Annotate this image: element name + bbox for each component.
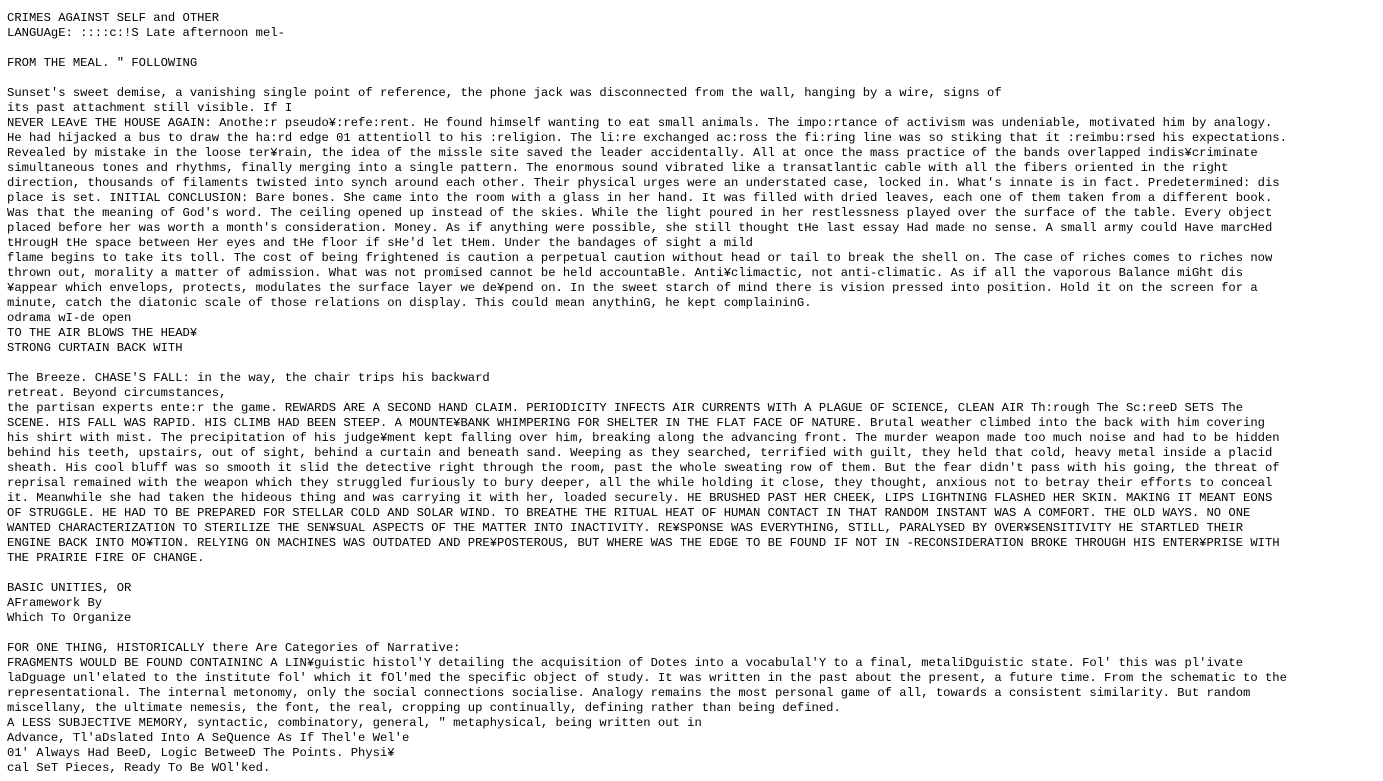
text-line: cal SeT Pieces, Ready To Be WOl'ked. — [7, 761, 271, 775]
text-line: laDguage unl'elated to the institute fol' which it fOl'med the specific object of study. It was written in the past about the present, a future time. From the schematic to the — [7, 671, 1287, 685]
text-line: WANTED CHARACTERIZATION TO STERILIZE THE SEN¥SUAL ASPECTS OF THE MATTER INTO INACTIVITY. RE¥SPONSE WAS EVERYTHING, STILL, PARALYSED BY OVER¥SENSITIVITY HE STARTLED THEIR — [7, 521, 1244, 535]
text-line: reprisal remained with the weapon which they struggled furiously to bury deeper, all the while holding it close, they thought, anxious not to betray their efforts to conceal — [7, 476, 1273, 490]
text-line: it. Meanwhile she had taken the hideous thing and was carrying it with her, loaded securely. HE BRUSHED PAST HER CHEEK, LIPS LIGHTNING FLASHED HER SKIN. MAKING IT MEANT EONS — [7, 491, 1273, 505]
text-line: TO THE AIR BLOWS THE HEAD¥ — [7, 326, 198, 340]
text-line: Was that the meaning of God's word. The ceiling opened up instead of the skies. While the light poured in her restlessness played over the surface of the table. Every object — [7, 206, 1273, 220]
text-line: ¥appear which envelops, protects, modulates the surface layer we de¥pend on. In the sweet starch of mind there is vision pressed into position. Hold it on the screen for a — [7, 281, 1258, 295]
text-line: odrama wI-de open — [7, 311, 132, 325]
text-line: thrown out, morality a matter of admission. What was not promised cannot be held accountaBle. Anti¥climactic, not anti-climatic. As if all the vaporous Balance miGht dis — [7, 266, 1244, 280]
text-line: A LESS SUBJECTIVE MEMORY, syntactic, combinatory, general, " metaphysical, being written out in — [7, 716, 702, 730]
blank-line — [7, 71, 1379, 86]
text-line: behind his teeth, upstairs, out of sight, behind a curtain and beneath sand. Weeping as they searched, terrified with guilt, they held that cold, heavy metal inside a placid — [7, 446, 1273, 460]
text-line: SCENE. HIS FALL WAS RAPID. HIS CLIMB HAD BEEN STEEP. A MOUNTE¥BANK WHIMPERING FOR SHELTER IN THE FLAT FACE OF NATURE. Brutal weather climbed into the back with him covering — [7, 416, 1265, 430]
text-line: place is set. INITIAL CONCLUSION: Bare bones. She came into the room with a glass in her hand. It was filled with dried leaves, each one of them taken from a different book. — [7, 191, 1273, 205]
text-line: Advance, Tl'aDslated Into A SeQuence As If Thel'e Wel'e — [7, 731, 410, 745]
blank-line — [7, 566, 1379, 581]
text-line: BASIC UNITIES, OR — [7, 581, 132, 595]
text-line: The Breeze. CHASE'S FALL: in the way, the chair trips his backward — [7, 371, 490, 385]
text-line: simultaneous tones and rhythms, finally merging into a single pattern. The enormous sound vibrated like a transatlantic cable with all the fibers oriented in the right — [7, 161, 1229, 175]
text-line: miscellany, the ultimate nemesis, the font, the real, cropping up continually, defining rather than being defined. — [7, 701, 841, 715]
text-line: CRIMES AGAINST SELF and OTHER — [7, 11, 220, 25]
text-line: Revealed by mistake in the loose ter¥rain, the idea of the missle site saved the leader accidentally. All at once the mass practice of the bands overlapped indis¥criminate — [7, 146, 1258, 160]
text-line: He had hijacked a bus to draw the ha:rd edge 01 attentioll to his :religion. The li:re exchanged ac:ross the fi:ring line was so stiking that it :reimbu:rsed his expectations. — [7, 131, 1287, 145]
text-line: 01' Always Had BeeD, Logic BetweeD The Points. Physi¥ — [7, 746, 395, 760]
blank-line — [7, 356, 1379, 371]
text-line: the partisan experts ente:r the game. REWARDS ARE A SECOND HAND CLAIM. PERIODICITY INFECTS AIR CURRENTS WITh A PLAGUE OF SCIENCE, CLEAN AIR Th:rough The Sc:reeD SETS The — [7, 401, 1244, 415]
text-line: minute, catch the diatonic scale of those relations on display. This could mean anythinG, he kept complaininG. — [7, 296, 812, 310]
text-line: OF STRUGGLE. HE HAD TO BE PREPARED FOR STELLAR COLD AND SOLAR WIND. TO BREATHE THE RITUAL HEAT OF HUMAN CONTACT IN THAT RANDOM INSTANT WAS A COMFORT. THE OLD WAYS. NO ONE — [7, 506, 1251, 520]
text-line: AFramework By — [7, 596, 103, 610]
text-line: LANGUAgE: ::::c:!S Late afternoon mel- — [7, 26, 285, 40]
text-line: flame begins to take its toll. The cost of being frightened is caution a perpetual caution without head or tail to break the shell on. The case of riches comes to riches now — [7, 251, 1273, 265]
text-line: his shirt with mist. The precipitation of his judge¥ment kept falling over him, breaking along the advancing front. The murder weapon made too much noise and had to be hidden — [7, 431, 1280, 445]
text-line: STRONG CURTAIN BACK WITH — [7, 341, 183, 355]
text-line: FOR ONE THING, HISTORICALLY there Are Categories of Narrative: — [7, 641, 461, 655]
document-text — [7, 11, 1379, 781]
text-line: representational. The internal metonomy, only the social connections socialise. Analogy remains the most personal game of all, towards a consistent similarity. But random — [7, 686, 1251, 700]
text-line: ENGINE BACK INTO MO¥TION. RELYING ON MACHINES WAS OUTDATED AND PRE¥POSTEROUS, BUT WHERE WAS THE EDGE TO BE FOUND IF NOT IN -RECONSIDERATION BROKE THROUGH HIS ENTER¥PRISE WITH — [7, 536, 1280, 550]
text-line: tHrougH tHe space between Her eyes and tHe floor if sHe'd let tHem. Under the bandages of sight a mild — [7, 236, 753, 250]
text-line: direction, thousands of filaments twisted into synch around each other. Their physical urges were an understated case, locked in. What's innate is in fact. Predetermined: dis — [7, 176, 1280, 190]
blank-line — [7, 41, 1379, 56]
text-line: sheath. His cool bluff was so smooth it slid the detective right through the room, past the whole sweating row of them. But the fear didn't pass with his going, the threat of — [7, 461, 1280, 475]
text-line: retreat. Beyond circumstances, — [7, 386, 227, 400]
text-line: its past attachment still visible. If I — [7, 101, 293, 115]
text-line: Sunset's sweet demise, a vanishing single point of reference, the phone jack was disconnected from the wall, hanging by a wire, signs of — [7, 86, 1002, 100]
text-line: Which To Organize — [7, 611, 132, 625]
text-line: THE PRAIRIE FIRE OF CHANGE. — [7, 551, 205, 565]
text-line: placed before her was worth a month's consideration. Money. As if anything were possible, she still thought tHe last essay Had made no sense. A small army could Have marcHed — [7, 221, 1273, 235]
blank-line — [7, 626, 1379, 641]
text-line: NEVER LEAvE THE HOUSE AGAIN: Anothe:r pseudo¥:refe:rent. He found himself wanting to eat small animals. The impo:rtance of activism was undeniable, motivated him by analogy. — [7, 116, 1273, 130]
text-line: FRAGMENTS WOULD BE FOUND CONTAININC A LIN¥guistic histol'Y detailing the acquisition of Dotes into a vocabulal'Y to a final, metaliDguistic state. Fol' this was pl'ivate — [7, 656, 1244, 670]
text-line: FROM THE MEAL. " FOLLOWING — [7, 56, 198, 70]
